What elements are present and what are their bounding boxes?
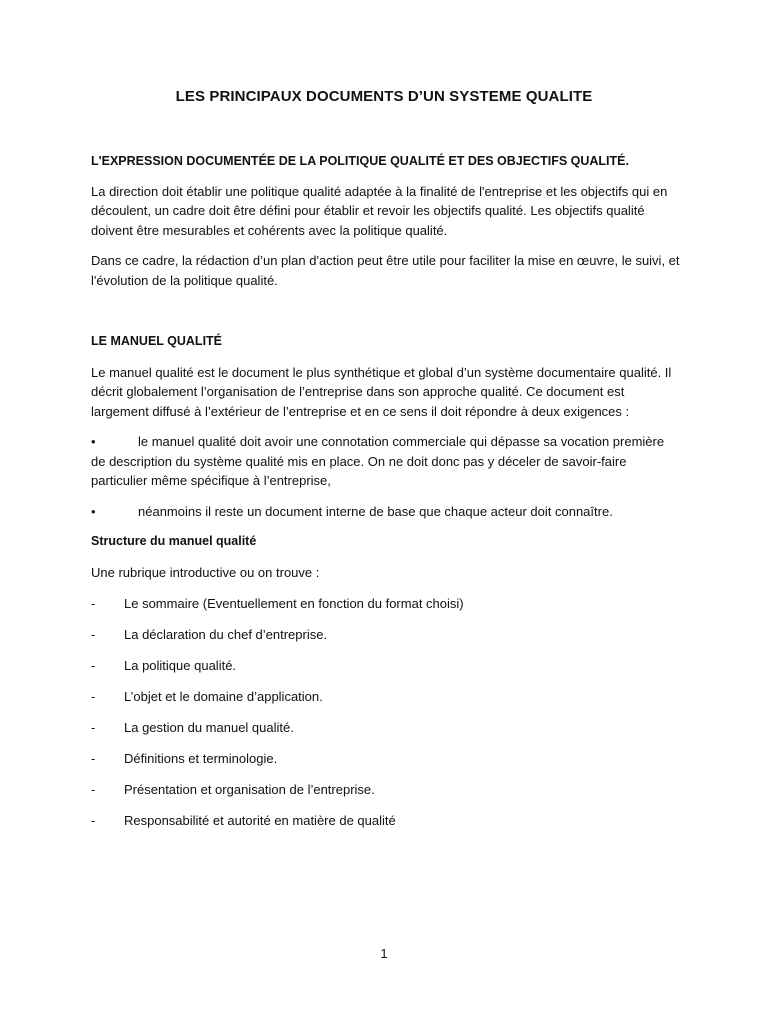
- structure-intro: Une rubrique introductive ou on trouve :: [91, 564, 320, 580]
- paragraph-politique-1: La direction doit établir une politique qualité adaptée à la finalité de l'entreprise et les objectifs qui en découlent, un cadre doit être défini pour établir et revoir les objectifs qualité. Les objectifs qualité doivent être mesurables et cohérents avec la politique qualité.: [91, 183, 668, 238]
- dash-mark: -: [91, 596, 96, 611]
- list-item-text: Responsabilité et autorité en matière de qualité: [124, 813, 396, 828]
- list-item-text: Le sommaire (Eventuellement en fonction du format choisi): [124, 596, 464, 611]
- dash-mark: -: [91, 813, 96, 828]
- bullet-mark: •: [91, 503, 96, 519]
- document-body: [91, 152, 681, 830]
- bullet-item: [91, 432, 681, 491]
- list-item: [91, 656, 681, 675]
- bullet-text: le manuel qualité doit avoir une connotation commerciale qui dépasse sa vocation première de description du système qualité mis en place. On ne doit donc pas y déceler de savoir-faire particulier même spécifique à l’entreprise,: [91, 434, 665, 488]
- dash-mark: -: [91, 720, 96, 735]
- list-item-text: Présentation et organisation de l’entreprise.: [124, 782, 375, 797]
- section-heading-manuel: LE MANUEL QUALITÉ: [91, 334, 223, 348]
- dash-mark: -: [91, 689, 96, 704]
- list-item-text: La politique qualité.: [124, 658, 237, 673]
- list-item: [91, 594, 681, 613]
- bullet-item: [91, 502, 681, 522]
- list-item-text: La déclaration du chef d’entreprise.: [124, 627, 328, 642]
- structure-list: [91, 594, 681, 830]
- list-item: [91, 749, 681, 768]
- bullet-mark: •: [91, 434, 96, 449]
- paragraph-manuel-1: Le manuel qualité est le document le plus synthétique et global d’un système documentaire qualité. Il décrit globalement l’organisation de l’entreprise dans son approche qualité. Ce document est largement diffusé à l’extérieur de l’entreprise et en ce sens il doit répondre à deux exigences :: [91, 364, 672, 419]
- dash-mark: -: [91, 782, 96, 797]
- list-item-text: L’objet et le domaine d’application.: [124, 689, 323, 704]
- list-item: [91, 780, 681, 799]
- dash-mark: -: [91, 751, 96, 766]
- list-item-text: La gestion du manuel qualité.: [124, 720, 294, 735]
- paragraph-politique-2: Dans ce cadre, la rédaction d’un plan d'action peut être utile pour faciliter la mise en œuvre, le suivi, et l'évolution de la politique qualité.: [91, 253, 680, 288]
- list-item: [91, 811, 681, 830]
- list-item: [91, 625, 681, 644]
- section-heading-politique: L'EXPRESSION DOCUMENTÉE DE LA POLITIQUE QUALITÉ ET DES OBJECTIFS QUALITÉ.: [91, 154, 629, 168]
- structure-heading: Structure du manuel qualité: [91, 534, 257, 548]
- bullet-text: néanmoins il reste un document interne de base que chaque acteur doit connaître.: [138, 503, 613, 519]
- list-item: [91, 687, 681, 706]
- dash-mark: -: [91, 658, 96, 673]
- list-item-text: Définitions et terminologie.: [124, 751, 278, 766]
- list-item: [91, 718, 681, 737]
- page-number: 1: [380, 946, 388, 961]
- document-title: LES PRINCIPAUX DOCUMENTS D’UN SYSTEME QUALITE: [175, 88, 593, 105]
- dash-mark: -: [91, 627, 96, 642]
